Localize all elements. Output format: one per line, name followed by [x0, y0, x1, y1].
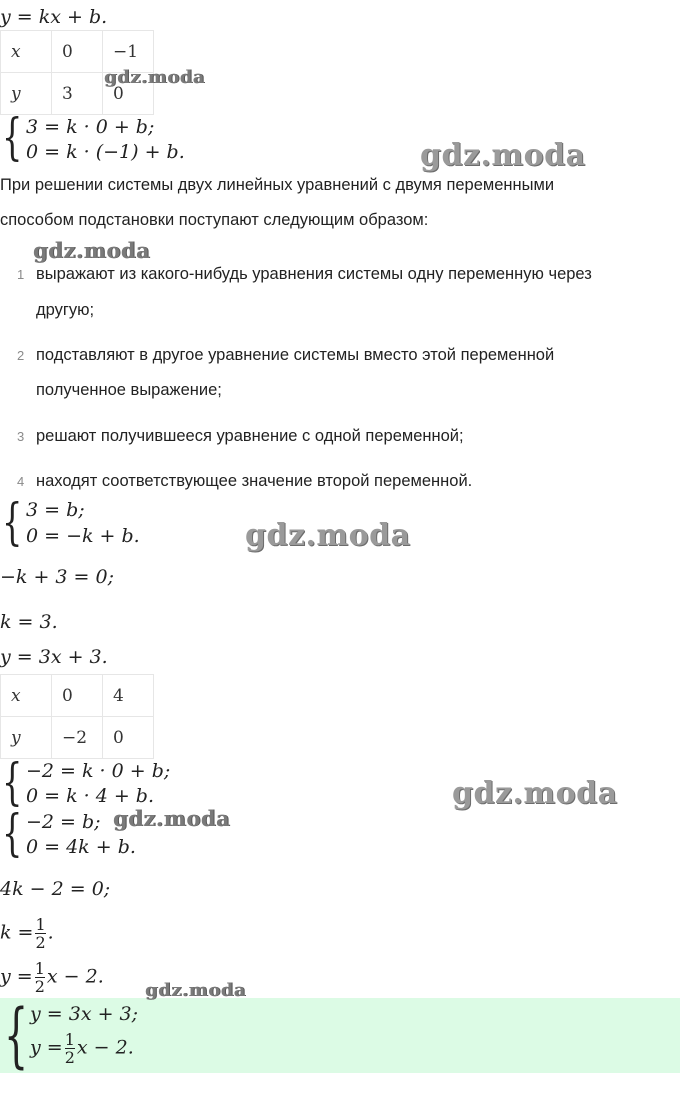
answer-block	[0, 994, 680, 1076]
fraction-denominator: 2	[35, 933, 46, 952]
step-text: решают получившееся уравнение с одной переменной;	[36, 427, 464, 445]
fraction	[65, 1031, 75, 1066]
intro-text: способом подстановки поступают следующим образом:	[0, 211, 429, 229]
table-cell: 0	[52, 31, 103, 73]
table-cell: −2	[52, 717, 103, 759]
system-brace: {	[2, 107, 23, 167]
table-cell: x	[1, 675, 52, 717]
equation: 4k − 2 = 0;	[0, 878, 111, 900]
step-number: 4	[17, 474, 25, 489]
table-cell: −1	[103, 31, 154, 73]
fraction-numerator: 1	[34, 959, 45, 978]
system-equation: 0 = k · (−1) + b.	[26, 141, 185, 163]
answer-equation: y = 3x + 3;	[30, 1003, 139, 1025]
system-brace: {	[2, 752, 23, 812]
watermark: gdz.moda	[104, 67, 205, 88]
step-text: выражают из какого-нибудь уравнения системы одну переменную через	[36, 265, 592, 283]
equation-lhs: y =	[30, 1036, 63, 1059]
equation	[0, 916, 54, 952]
equation: −k + 3 = 0;	[0, 566, 115, 588]
equation: y = 3x + 3.	[0, 646, 108, 668]
watermark: gdz.moda	[33, 238, 151, 263]
system-equation: 0 = k · 4 + b.	[26, 785, 155, 807]
fraction-numerator: 1	[64, 1030, 75, 1049]
table-cell: x	[1, 31, 52, 73]
system-equation: 3 = k · 0 + b;	[26, 116, 155, 138]
step-number: 1	[17, 267, 25, 282]
system-equation: 3 = b;	[26, 499, 85, 521]
watermark: gdz.moda	[420, 138, 586, 173]
step-number: 3	[17, 429, 25, 444]
table-cell: 0	[103, 73, 154, 115]
step-text: подставляют в другое уравнение системы вместо этой переменной	[36, 346, 555, 364]
step-text: находят соответствующее значение второй переменной.	[36, 472, 473, 490]
value-table	[0, 674, 154, 759]
equation-lhs: k =	[0, 921, 34, 944]
step-text: полученное выражение;	[36, 381, 222, 399]
equation-tail: x − 2.	[76, 1036, 134, 1059]
table-cell: y	[1, 717, 52, 759]
fraction-denominator: 2	[34, 977, 45, 996]
equation: k = 3.	[0, 611, 58, 633]
system-brace: {	[4, 994, 29, 1076]
system-equation: 0 = −k + b.	[26, 525, 140, 547]
table-cell: y	[1, 73, 52, 115]
system-brace: {	[2, 492, 23, 552]
system-equation: −2 = b;	[26, 811, 101, 833]
table-cell: 4	[103, 675, 154, 717]
watermark: gdz.moda	[113, 806, 231, 831]
table-cell: 0	[103, 717, 154, 759]
equation	[0, 960, 104, 996]
equation-tail: .	[47, 921, 54, 944]
table-cell: 0	[52, 675, 103, 717]
watermark: gdz.moda	[145, 980, 246, 1001]
fraction	[35, 960, 45, 995]
system-equation: −2 = k · 0 + b;	[26, 760, 171, 782]
system-brace: {	[2, 803, 23, 863]
equation-tail: x − 2.	[46, 965, 104, 988]
fraction	[35, 916, 45, 951]
step-number: 2	[17, 348, 25, 363]
table-cell: 3	[52, 73, 103, 115]
fraction-denominator: 2	[64, 1048, 75, 1067]
watermark: gdz.moda	[245, 518, 411, 553]
intro-text: При решении системы двух линейных уравнений с двумя переменными	[0, 176, 555, 194]
watermark: gdz.moda	[452, 776, 618, 811]
step-text: другую;	[36, 301, 95, 319]
system-equation: 0 = 4k + b.	[26, 836, 136, 858]
answer-equation	[30, 1031, 134, 1067]
formula-line: y = kx + b.	[0, 6, 108, 28]
fraction-numerator: 1	[35, 915, 46, 934]
equation-lhs: y =	[0, 965, 33, 988]
